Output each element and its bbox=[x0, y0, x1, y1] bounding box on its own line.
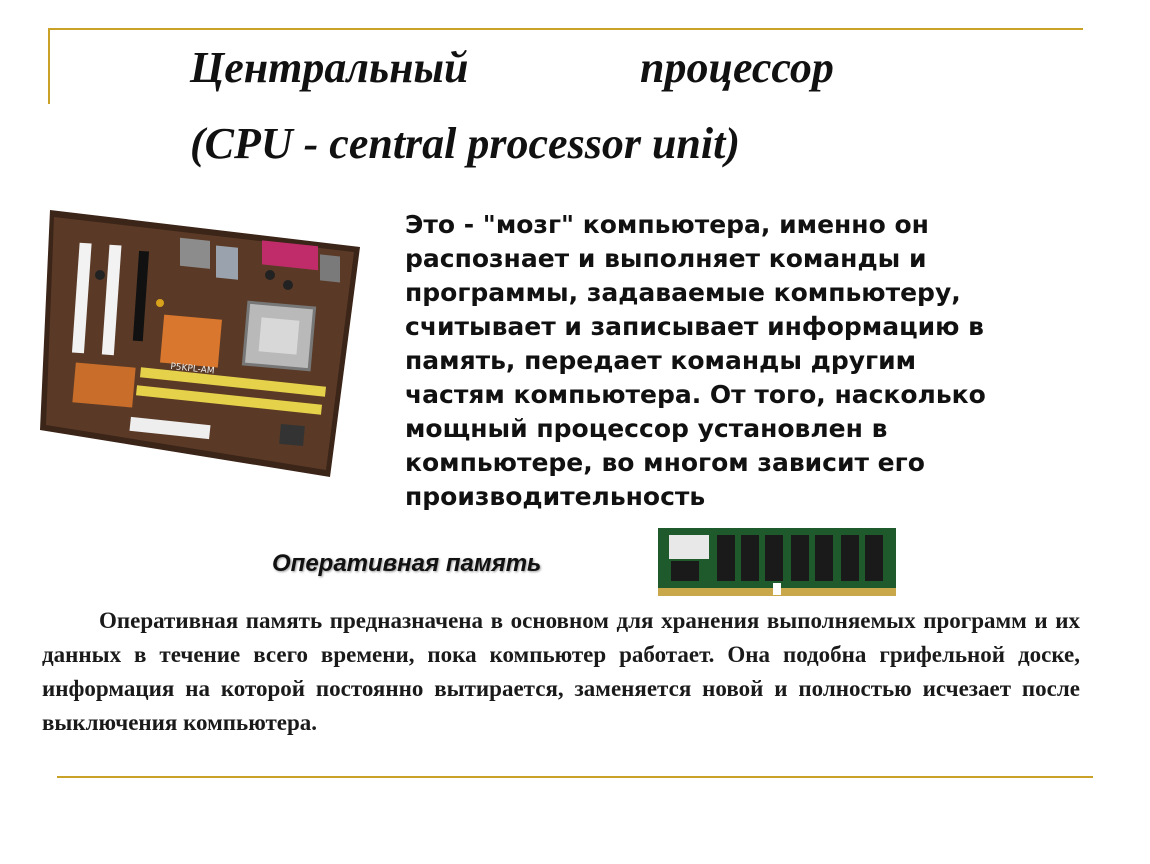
slide-title-line1 bbox=[190, 42, 910, 93]
motherboard-image bbox=[40, 205, 370, 480]
top-accent-line bbox=[48, 28, 1083, 30]
bottom-accent-line bbox=[57, 776, 1093, 778]
ram-heading: Оперативная память bbox=[272, 550, 542, 577]
ram-module-image bbox=[655, 525, 899, 599]
cpu-description: Это - "мозг" компьютера, именно он распознает и выполняет команды и программы, задаваемые компьютеру, считывает и записывает информацию в память, передает команды другим частям компьютера. От того, насколько мощный процессор установлен в компьютере, во многом зависит его производительность bbox=[405, 210, 986, 511]
left-accent-line bbox=[48, 28, 50, 104]
title-word-processor: процессор bbox=[640, 43, 834, 92]
slide-title-line2: (CPU - central processor unit) bbox=[190, 119, 740, 168]
title-word-central: Центральный bbox=[190, 43, 469, 92]
ram-description: Оперативная память предназначена в основном для хранения выполняемых программ и их данных в течение всего времени, пока компьютер работает. Она подобна грифельной доске, информация на которой постоянно вытирается, заменяется новой и полностью исчезает после выключения компьютера. bbox=[42, 608, 1080, 735]
motherboard-model-label: P5KPL-AM bbox=[169, 361, 215, 377]
